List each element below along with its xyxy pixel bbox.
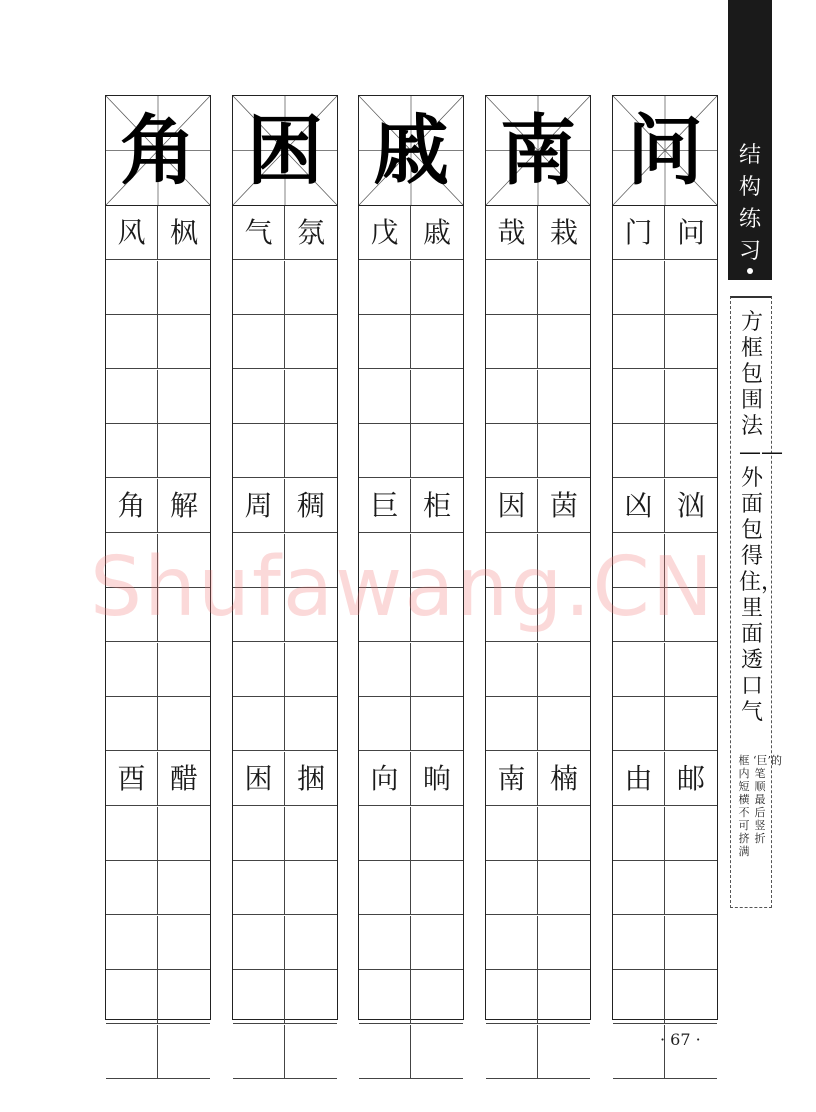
- practice-cell: [359, 643, 411, 697]
- practice-cell: [665, 643, 717, 697]
- rice-grid-box: [233, 96, 337, 206]
- rice-grid-box: [486, 96, 590, 206]
- practice-cell: [158, 261, 210, 315]
- practice-cell: [158, 643, 210, 697]
- practice-cell: 枫: [158, 206, 210, 260]
- practice-cell: [359, 1025, 411, 1079]
- practice-cell: [106, 424, 158, 478]
- practice-cell: 稠: [285, 479, 337, 533]
- practice-cell: [359, 424, 411, 478]
- practice-cell: [411, 643, 463, 697]
- practice-cell: [665, 697, 717, 751]
- practice-cell: [106, 916, 158, 970]
- practice-cell: 楠: [538, 752, 590, 806]
- practice-cell: [665, 424, 717, 478]
- practice-cell: [285, 807, 337, 861]
- practice-cell: 氛: [285, 206, 337, 260]
- practice-cell: [233, 261, 285, 315]
- practice-cell: [285, 261, 337, 315]
- practice-cell: 凶: [613, 479, 665, 533]
- practice-cell: [665, 861, 717, 915]
- practice-cell: [359, 807, 411, 861]
- practice-cell: [613, 1025, 665, 1079]
- practice-cell: [613, 643, 665, 697]
- practice-cell: [613, 697, 665, 751]
- watermark: Shufawang.CN: [90, 540, 716, 635]
- practice-cell: [411, 697, 463, 751]
- practice-cell: [538, 697, 590, 751]
- practice-cell: 汹: [665, 479, 717, 533]
- practice-cell: 由: [613, 752, 665, 806]
- practice-cell: [613, 916, 665, 970]
- practice-cell: 气: [233, 206, 285, 260]
- practice-cell: [613, 970, 665, 1024]
- practice-cell: [359, 861, 411, 915]
- practice-cell: [359, 916, 411, 970]
- practice-cell: [106, 1025, 158, 1079]
- practice-cell: [411, 424, 463, 478]
- practice-cell: [233, 1025, 285, 1079]
- practice-cell: [538, 424, 590, 478]
- practice-cell: [233, 643, 285, 697]
- practice-cell: [538, 643, 590, 697]
- practice-cell: [411, 370, 463, 424]
- practice-cell: [285, 424, 337, 478]
- practice-cell: [538, 315, 590, 369]
- rice-grid-box: [359, 96, 463, 206]
- practice-cell: [486, 970, 538, 1024]
- practice-cell: [233, 697, 285, 751]
- practice-cell: 门: [613, 206, 665, 260]
- practice-cell: 问: [665, 206, 717, 260]
- note-right: ‘巨’的笔顺最后竖折: [753, 754, 782, 845]
- practice-cell: 向: [359, 752, 411, 806]
- practice-cell: [359, 970, 411, 1024]
- practice-cell: [486, 643, 538, 697]
- practice-cell: [285, 697, 337, 751]
- practice-cell: 邮: [665, 752, 717, 806]
- practice-cell: [158, 370, 210, 424]
- practice-cell: [665, 916, 717, 970]
- practice-cell: [538, 370, 590, 424]
- practice-cell: [233, 424, 285, 478]
- practice-cell: [158, 970, 210, 1024]
- practice-cell: [233, 861, 285, 915]
- practice-cell: 醋: [158, 752, 210, 806]
- practice-cell: [665, 970, 717, 1024]
- practice-cell: [486, 370, 538, 424]
- practice-cell: 因: [486, 479, 538, 533]
- practice-cell: [486, 697, 538, 751]
- page-number: · 67 ·: [660, 1030, 701, 1049]
- practice-cell: 晌: [411, 752, 463, 806]
- practice-cell: [665, 370, 717, 424]
- practice-cell: 巨: [359, 479, 411, 533]
- practice-cell: [158, 807, 210, 861]
- practice-cell: [158, 861, 210, 915]
- practice-cell: [285, 643, 337, 697]
- practice-cell: [486, 424, 538, 478]
- practice-cell: [285, 861, 337, 915]
- practice-cell: 柜: [411, 479, 463, 533]
- practice-cell: [359, 697, 411, 751]
- practice-cell: [106, 315, 158, 369]
- practice-cell: [285, 1025, 337, 1079]
- practice-cell: [538, 261, 590, 315]
- practice-cell: [359, 315, 411, 369]
- practice-cell: [285, 970, 337, 1024]
- practice-cell: [158, 315, 210, 369]
- rice-grid-box: [106, 96, 210, 206]
- practice-cell: [538, 916, 590, 970]
- practice-cell: [411, 970, 463, 1024]
- practice-cell: 风: [106, 206, 158, 260]
- model-character: 角: [120, 106, 196, 195]
- bullet-dot-icon: [747, 268, 753, 274]
- practice-cell: [411, 315, 463, 369]
- practice-cell: [411, 1025, 463, 1079]
- practice-cell: [613, 861, 665, 915]
- practice-cell: [411, 861, 463, 915]
- practice-cell: [613, 315, 665, 369]
- practice-cell: [411, 261, 463, 315]
- practice-cell: [486, 261, 538, 315]
- practice-cell: [486, 807, 538, 861]
- practice-cell: [106, 970, 158, 1024]
- section-title: 结构练习: [738, 143, 761, 264]
- practice-cell: [486, 315, 538, 369]
- practice-cell: 酉: [106, 752, 158, 806]
- note-left: 框内短横不可挤满: [738, 754, 750, 858]
- practice-cell: [158, 1025, 210, 1079]
- practice-cell: [285, 370, 337, 424]
- practice-cell: [106, 697, 158, 751]
- practice-cell: 角: [106, 479, 158, 533]
- practice-cell: 戚: [411, 206, 463, 260]
- practice-cell: 解: [158, 479, 210, 533]
- practice-cell: [613, 807, 665, 861]
- model-character: 困: [247, 106, 323, 195]
- practice-cell: [665, 315, 717, 369]
- practice-cell: [106, 261, 158, 315]
- practice-cell: [538, 970, 590, 1024]
- tip-text: 方框包围法——外面包得住，里面透口气: [739, 310, 784, 725]
- practice-cell: [411, 916, 463, 970]
- practice-cell: 南: [486, 752, 538, 806]
- model-character: 南: [500, 106, 576, 195]
- practice-cell: [359, 261, 411, 315]
- practice-cell: 哉: [486, 206, 538, 260]
- practice-cell: [486, 861, 538, 915]
- practice-cell: [665, 261, 717, 315]
- rice-grid-box: [613, 96, 717, 206]
- practice-cell: [613, 424, 665, 478]
- practice-cell: [411, 807, 463, 861]
- practice-cell: [158, 424, 210, 478]
- tip-box: [730, 296, 784, 908]
- practice-cell: [613, 261, 665, 315]
- practice-cell: [613, 370, 665, 424]
- practice-cell: [106, 370, 158, 424]
- practice-cell: [538, 1025, 590, 1079]
- practice-cell: [106, 643, 158, 697]
- section-label: [728, 0, 772, 280]
- model-character: 戚: [373, 106, 449, 195]
- practice-cell: [106, 861, 158, 915]
- practice-cell: [359, 370, 411, 424]
- practice-cell: [486, 1025, 538, 1079]
- practice-cell: [285, 315, 337, 369]
- model-character: 问: [627, 106, 703, 195]
- practice-cell: [158, 916, 210, 970]
- practice-cell: 困: [233, 752, 285, 806]
- practice-cell: [233, 970, 285, 1024]
- practice-cell: [285, 916, 337, 970]
- practice-cell: [233, 315, 285, 369]
- practice-cell: [538, 807, 590, 861]
- practice-cell: 茵: [538, 479, 590, 533]
- practice-cell: 周: [233, 479, 285, 533]
- practice-cell: [106, 807, 158, 861]
- practice-cell: [233, 807, 285, 861]
- practice-cell: [233, 916, 285, 970]
- practice-cell: [665, 807, 717, 861]
- practice-cell: [538, 861, 590, 915]
- practice-cell: 戊: [359, 206, 411, 260]
- practice-cell: 捆: [285, 752, 337, 806]
- practice-cell: [233, 370, 285, 424]
- practice-cell: [158, 697, 210, 751]
- practice-cell: 栽: [538, 206, 590, 260]
- practice-cell: [486, 916, 538, 970]
